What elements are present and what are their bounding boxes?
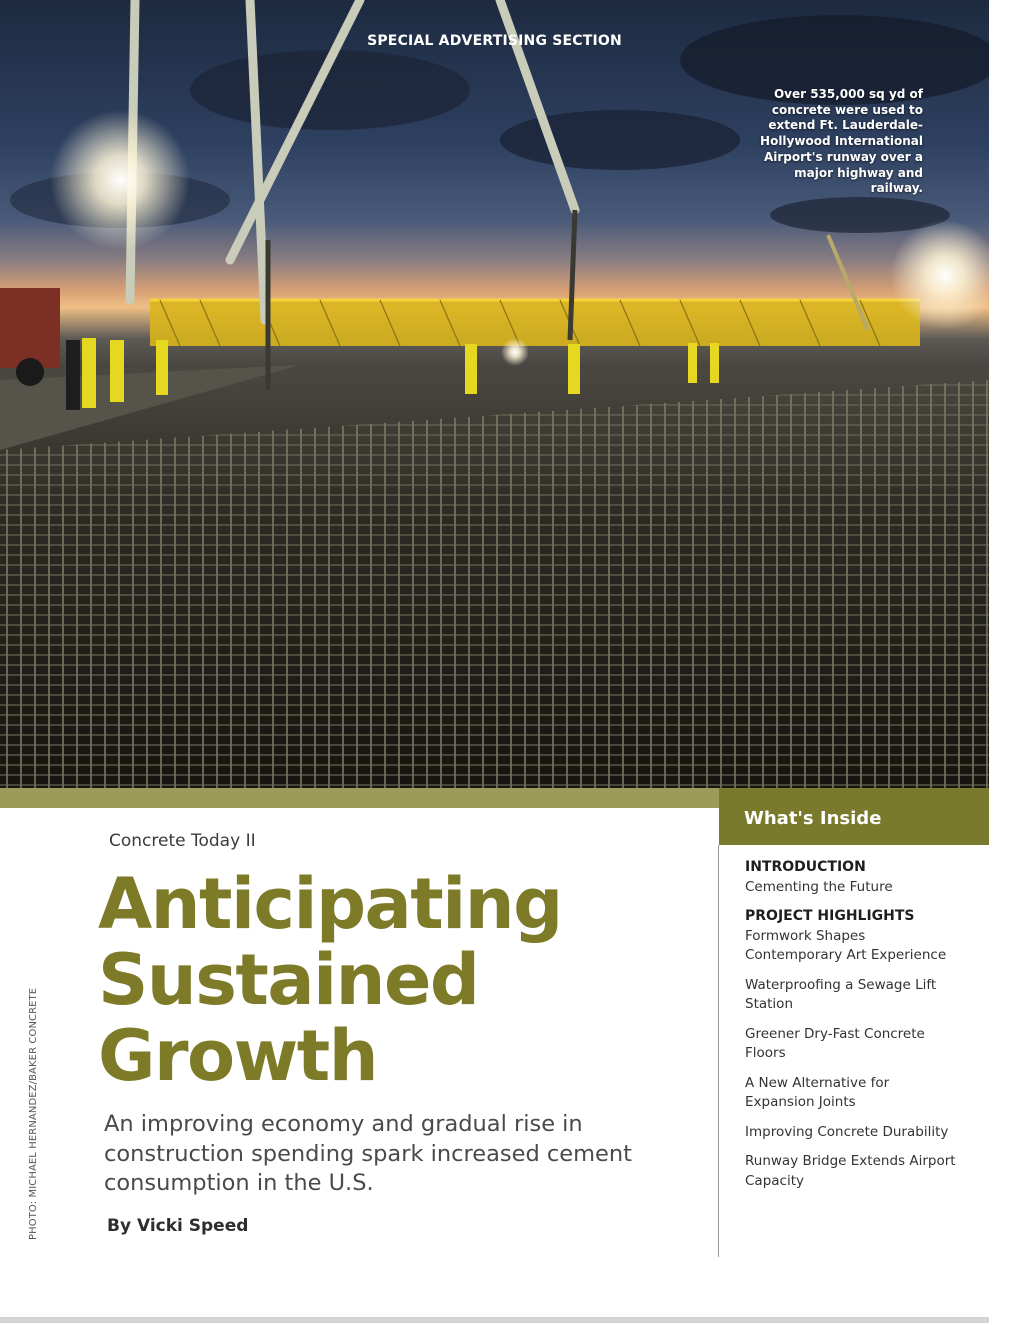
article-headline: [98, 863, 562, 1097]
toc-item[interactable]: Improving Concrete Durability: [745, 1123, 949, 1140]
toc-item[interactable]: Greener Dry-Fast Concrete Floors: [745, 1025, 925, 1061]
toc-item[interactable]: Cementing the Future: [745, 878, 893, 895]
article-deck: An improving economy and gradual rise in construction spending spark increased cement consumption in the U.S.: [104, 1111, 632, 1196]
toc-item[interactable]: Runway Bridge Extends Airport Capacity: [745, 1153, 956, 1189]
toc-item[interactable]: A New Alternative for Expansion Joints: [745, 1074, 890, 1110]
headline-line: Sustained: [98, 939, 479, 1021]
photo-credit: PHOTO: MICHAEL HERNANDEZ/BAKER CONCRETE: [28, 987, 39, 1240]
article-byline: By Vicki Speed: [107, 1216, 249, 1236]
sidebar-header: [719, 788, 989, 845]
toc-item[interactable]: Formwork Shapes Contemporary Art Experience: [745, 927, 947, 963]
toc-section-heading: INTRODUCTION: [745, 859, 866, 875]
article-kicker: Concrete Today II: [109, 831, 256, 851]
special-advertising-section-tag: SPECIAL ADVERTISING SECTION: [367, 33, 622, 49]
sidebar-title: What's Inside: [744, 808, 882, 829]
toc-intro-block: [745, 858, 960, 897]
olive-divider-band: [0, 788, 719, 808]
photo-caption: Over 535,000 sq yd of concrete were used to extend Ft. Lauderdale-Hollywood International Airport's runway over a major highway and railway.: [760, 87, 923, 196]
toc-section-heading: PROJECT HIGHLIGHTS: [745, 908, 915, 924]
headline-line: Anticipating: [98, 863, 562, 945]
headline-line: Growth: [98, 1015, 378, 1097]
whats-inside-list: [745, 858, 960, 1201]
toc-item[interactable]: Waterproofing a Sewage Lift Station: [745, 976, 937, 1012]
page-bottom-rule: [0, 1317, 989, 1323]
sidebar-divider: [718, 845, 719, 1257]
